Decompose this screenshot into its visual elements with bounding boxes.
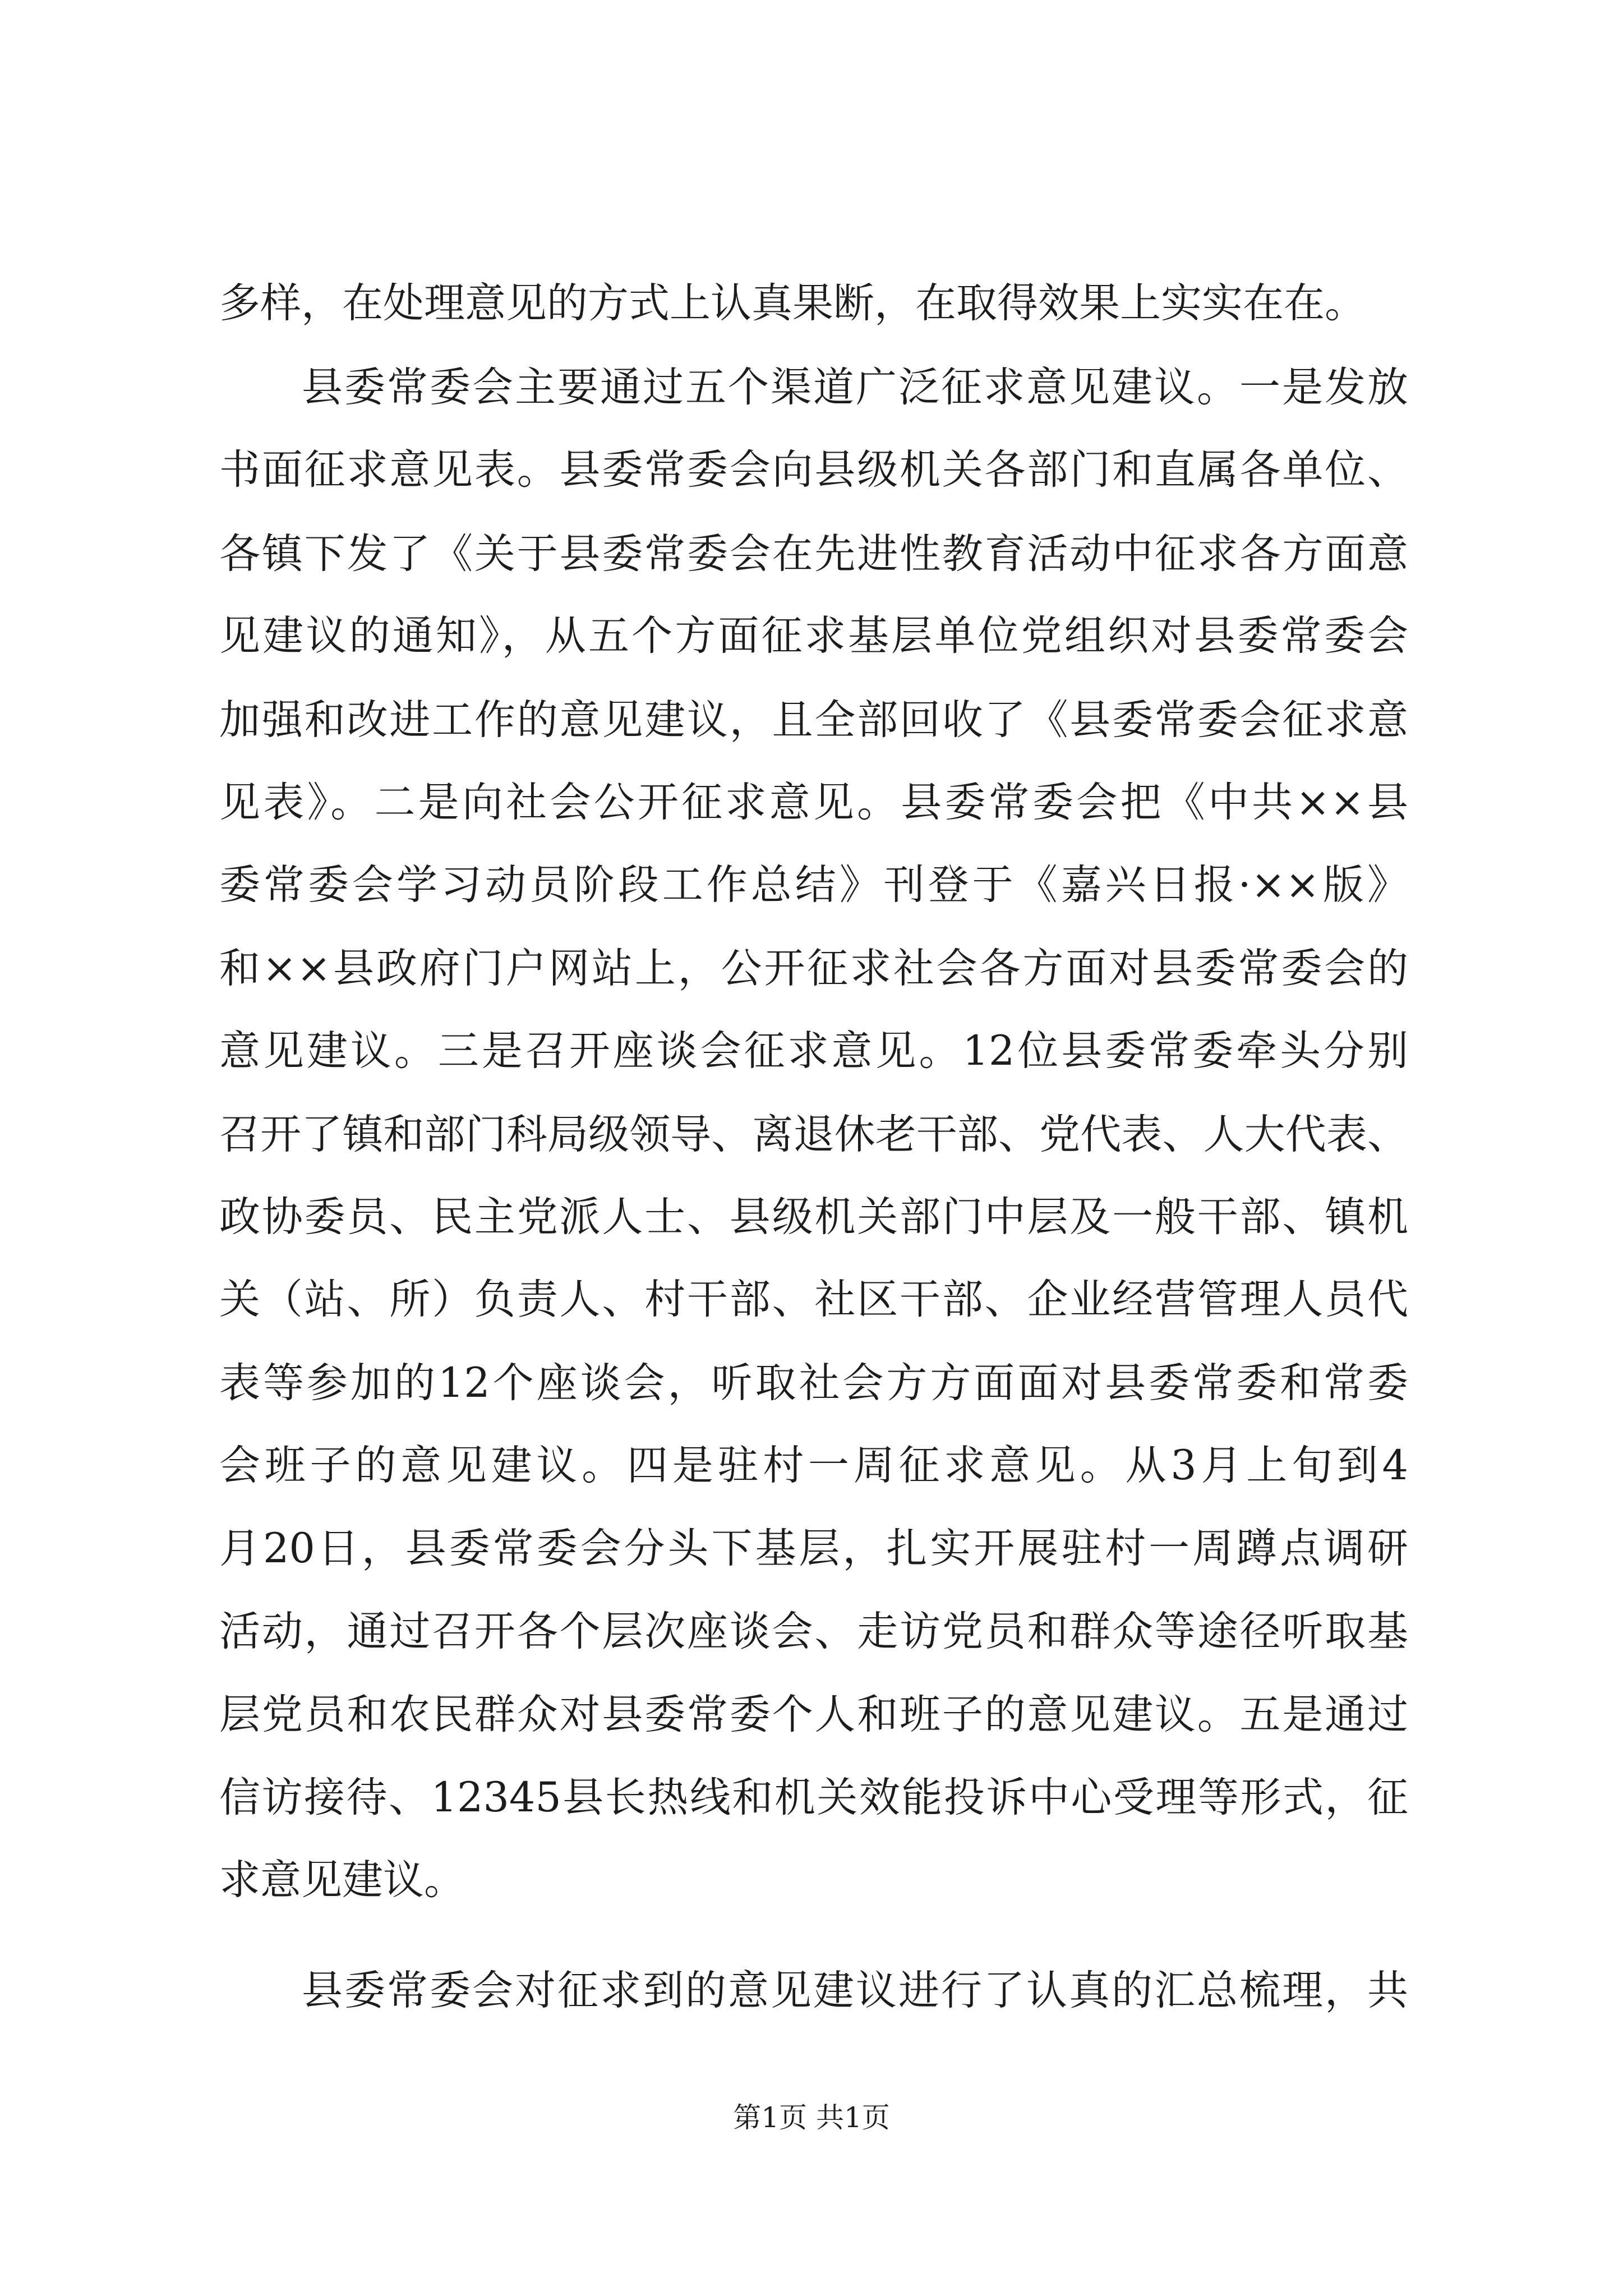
body-text-line: 书面征求意见表。县委常委会向县级机关各部门和直属各单位、 — [219, 446, 1408, 494]
body-text-line: 信访接待、12345县长热线和机关效能投诉中心受理等形式，征 — [219, 1774, 1408, 1821]
body-text-line: 求意见建议。 — [219, 1856, 465, 1904]
body-text-line: 表等参加的12个座谈会，听取社会方方面面对县委常委和常委 — [219, 1359, 1408, 1407]
body-text-line: 召开了镇和部门科局级领导、离退休老干部、党代表、人大代表、 — [219, 1111, 1408, 1158]
paragraph-first-line: 县委常委会主要通过五个渠道广泛征求意见建议。一是发放 — [302, 364, 1408, 411]
body-text-line: 和××县政府门户网站上，公开征求社会各方面对县委常委会的 — [219, 945, 1408, 992]
body-text-line: 政协委员、民主党派人士、县级机关部门中层及一般干部、镇机 — [219, 1193, 1408, 1241]
body-text-line: 会班子的意见建议。四是驻村一周征求意见。从3月上旬到4 — [219, 1442, 1408, 1489]
body-text-line: 关（站、所）负责人、村干部、社区干部、企业经营管理人员代 — [219, 1276, 1408, 1323]
page-footer: 第1页 共1页 — [733, 2101, 890, 2134]
body-text-line: 委常委会学习动员阶段工作总结》刊登于《嘉兴日报·××版》 — [219, 861, 1408, 909]
body-text-line: 见表》。二是向社会公开征求意见。县委常委会把《中共××县 — [219, 779, 1408, 826]
body-text-line: 月20日，县委常委会分头下基层，扎实开展驻村一周蹲点调研 — [219, 1525, 1408, 1572]
body-text-line: 多样，在处理意见的方式上认真果断，在取得效果上实实在在。 — [219, 279, 1366, 327]
body-text-line: 活动，通过召开各个层次座谈会、走访党员和群众等途径听取基 — [219, 1608, 1408, 1655]
body-text-line: 见建议的通知》，从五个方面征求基层单位党组织对县委常委会 — [219, 612, 1408, 660]
paragraph-first-line: 县委常委会对征求到的意见建议进行了认真的汇总梳理，共 — [302, 1967, 1408, 2014]
body-text-line: 层党员和农民群众对县委常委个人和班子的意见建议。五是通过 — [219, 1691, 1408, 1738]
body-text-line: 意见建议。三是召开座谈会征求意见。12位县委常委牵头分别 — [219, 1027, 1408, 1075]
body-text-line: 加强和改进工作的意见建议，且全部回收了《县委常委会征求意 — [219, 696, 1408, 744]
body-text-line: 各镇下发了《关于县委常委会在先进性教育活动中征求各方面意 — [219, 530, 1408, 578]
